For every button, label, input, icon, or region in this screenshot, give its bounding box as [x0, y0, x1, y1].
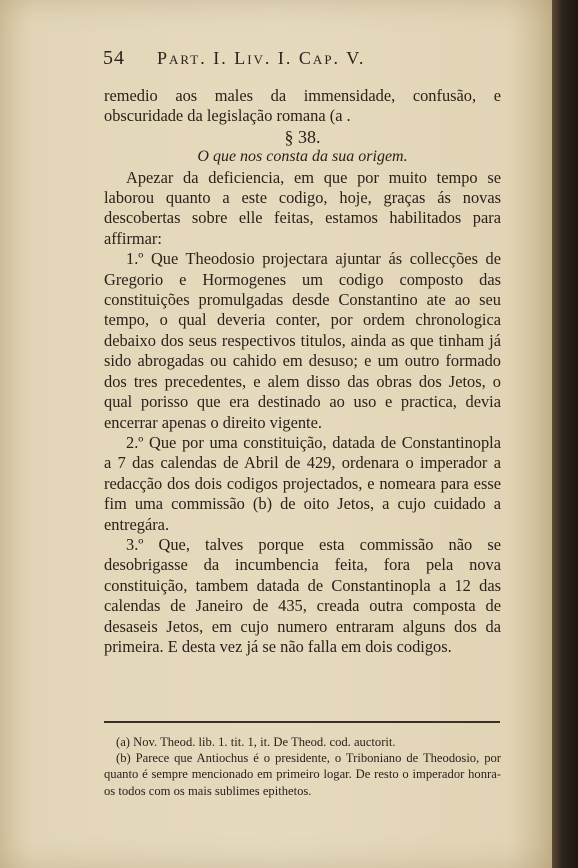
- footnotes: [104, 734, 501, 799]
- section-title: O que nos consta da sua origem.: [197, 148, 408, 166]
- body-text: [104, 86, 501, 657]
- footnote-rule: [104, 721, 500, 723]
- item-1-paragraph: 1.º Que Theodosio projectara ajuntar ás collecções de Gregorio e Hormogenes um codigo composto das constituições promulgadas desde Constantino ate ao seu tempo, o qual deveria conter, por ordem chronologica debaixo dos seus respectivos titulos, ainda as que tinham já sido abrogadas ou cahido em desuso; e um outro formado dos tres precedentes, e alem disso das obras dos Jetos, o qual porisso que era destinado ao uso e practica, devia encerrar apenas o direito vigente.: [104, 249, 501, 432]
- intro-paragraph: Apezar da deficiencia, em que por muito tempo se laborou quanto a este codigo, hoje, graças ás novas descobertas sobre elle feitas, estamos habilitados para affirmar:: [104, 167, 501, 248]
- footnote-a: (a) Nov. Theod. lib. 1. tit. 1, it. De Theod. cod. auctorit.: [116, 735, 396, 749]
- book-binding: [552, 0, 578, 868]
- page-header: [103, 47, 501, 70]
- section-number: § 38.: [284, 126, 321, 147]
- footnote-b: (b) Parece que Antiochus é o presidente, o Triboniano de Theodosio, por quanto é sempre mencionado em primeiro logar. De resto o imperador honra-os todos com os mais sublimes epithetos.: [104, 751, 501, 798]
- running-head: Part. I. Liv. I. Cap. V.: [157, 48, 366, 68]
- page-number: 54: [103, 47, 125, 69]
- continuation-paragraph: remedio aos males da immensidade, confusão, e obscuridade da legislação romana (a .: [104, 86, 501, 126]
- item-2-paragraph: 2.º Que por uma constituição, datada de Constantinopla a 7 das calendas de Abril de 429, ordenara o imperador a redacção dos dois codigos projectados, e nomeara para esse fim uma commissão (b) de oito Jetos, a cujo cuidado a entregára.: [104, 432, 501, 534]
- item-3-paragraph: 3.º Que, talves porque esta commissão não se desobrigasse da incumbencia feita, fora pela nova constituição, tambem datada de Constantinopla a 12 das calendas de Janeiro de 435, creada outra composta de desaseis Jetos, em cujo numero entraram alguns dos da primeira. E desta vez já se não falla em dois codigos.: [104, 534, 501, 656]
